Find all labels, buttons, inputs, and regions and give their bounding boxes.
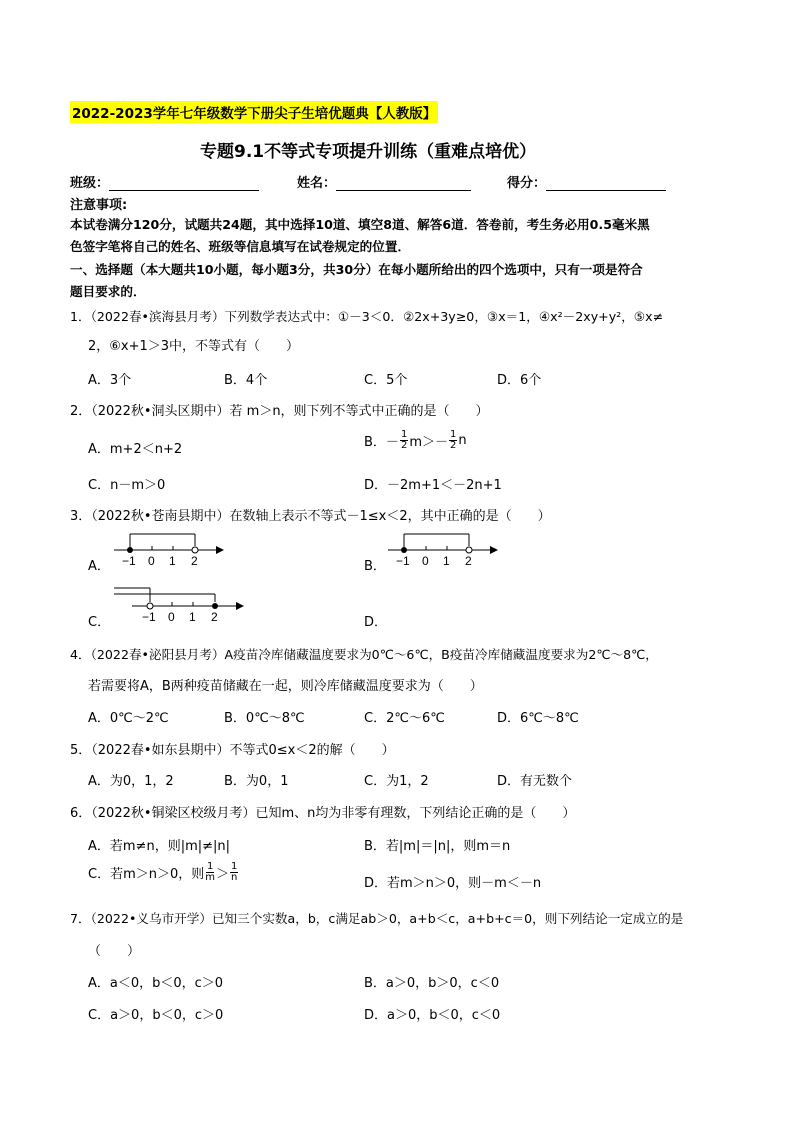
q3-option-d-label: D．: [364, 615, 388, 630]
q6-option-c: [88, 862, 239, 883]
q2b-n: n: [458, 433, 467, 448]
q3-number-line-b: [386, 530, 501, 570]
name-blank: [336, 176, 471, 191]
frac-den: n: [231, 872, 238, 883]
q2-option-b: [364, 430, 467, 451]
q2-option-b-letter: B．: [364, 435, 386, 450]
q1-option-d: D．6个: [497, 373, 542, 388]
q5-stem: 5．（2022春•如东县期中）不等式0≤x＜2的解（ ）: [70, 743, 395, 758]
q2-option-a: A．m+2＜n+2: [88, 442, 183, 457]
frac-den: m: [205, 872, 216, 883]
q2b-mid: m＞－: [409, 435, 448, 450]
q2b-fraction-1: [400, 430, 408, 451]
q5-option-a: A．为0，1，2: [88, 774, 174, 789]
q1-option-b: B．4个: [224, 373, 268, 388]
section1-line1: 一、选择题（本大题共10小题，每小题3分，共30分）在每小题所给出的四个选项中，只有一项是符合: [70, 262, 643, 277]
q4-option-c: C．2℃～6℃: [364, 711, 445, 726]
tick-label: 1: [443, 554, 450, 568]
class-label: 班级：: [70, 176, 110, 191]
q3-number-line-c: [112, 580, 247, 625]
q6c-fraction-2: [230, 862, 238, 883]
score-label: 得分：: [507, 176, 547, 191]
q7-option-b: B．a＞0，b＞0，c＜0: [364, 976, 500, 991]
q2-option-c: C．n－m＞0: [88, 478, 166, 493]
q5-option-b: B．为0，1: [224, 774, 289, 789]
q4-stem-line2: 若需要将A，B两种疫苗储藏在一起，则冷库储藏温度要求为（ ）: [88, 679, 483, 694]
q4-option-a: A．0℃～2℃: [88, 711, 169, 726]
q6-option-b: B．若|m|＝|n|，则m＝n: [364, 839, 511, 854]
frac-den: 2: [449, 440, 457, 451]
score-field: [507, 172, 666, 191]
tick-label: 2: [191, 554, 198, 568]
q7-stem-line2: （ ）: [88, 944, 141, 959]
q2b-minus: －: [385, 435, 399, 450]
tick-label: 2: [211, 610, 218, 624]
q3-option-b-label: B．: [364, 559, 386, 574]
page-title: 专题9.1不等式专项提升训练（重难点培优）: [200, 142, 537, 162]
tick-label: 0: [148, 554, 155, 568]
notes-heading: 注意事项:: [70, 198, 128, 213]
tick-label: −1: [122, 554, 136, 568]
q4-option-d: D．6℃～8℃: [497, 711, 579, 726]
frac-den: 2: [400, 440, 408, 451]
q3-option-a-label: A．: [88, 559, 110, 574]
q6-option-d: D．若m＞n＞0，则－m＜－n: [364, 876, 542, 891]
tick-label: 1: [169, 554, 176, 568]
q2-option-d: D．－2m+1＜－2n+1: [364, 478, 502, 493]
q5-option-c: C．为1，2: [364, 774, 429, 789]
q2-stem: 2．（2022秋•洞头区期中）若 m＞n，则下列不等式中正确的是（ ）: [70, 404, 489, 419]
name-field: [297, 172, 471, 191]
q1-option-a: A．3个: [88, 373, 132, 388]
tick-label: 2: [465, 554, 472, 568]
closed-dot: [401, 547, 407, 553]
q7-option-c: C．a＞0，b＜0，c＞0: [88, 1008, 224, 1023]
q1-stem-line1: 1．（2022春•滨海县月考）下列数学表达式中：①－3＜0．②2x+3y≥0，③x＝1，④x²－2xy+y²，⑤x≠: [70, 309, 664, 324]
q1-stem-line2: 2，⑥x+1＞3中，不等式有（ ）: [88, 339, 300, 354]
q3-option-c-label: C．: [88, 615, 111, 630]
q6c-fraction-1: [205, 862, 215, 883]
notes-line2: 色签字笔将自己的姓名、班级等信息填写在试卷规定的位置．: [70, 239, 411, 254]
q6-option-c-text: C．若m＞n＞0，则: [88, 867, 205, 882]
tick-label: −1: [142, 610, 156, 624]
frac-num: 1: [206, 861, 214, 872]
notes-line1: 本试卷满分120分，试题共24题，其中选择10道、填空8道、解答6道．答卷前，考生务必用0.5毫米黑: [70, 217, 650, 232]
q2b-fraction-2: [449, 430, 457, 451]
banner: 2022-2023学年七年级数学下册尖子生培优题典【人教版】: [70, 101, 438, 123]
q6c-gt: ＞: [216, 867, 230, 882]
open-dot: [147, 603, 153, 609]
q5-option-d: D．有无数个: [497, 774, 573, 789]
q4-option-b: B．0℃～8℃: [224, 711, 305, 726]
name-label: 姓名：: [297, 176, 337, 191]
tick-label: 1: [189, 610, 196, 624]
section1-line2: 题目要求的．: [70, 284, 146, 299]
closed-dot: [127, 547, 133, 553]
frac-num: 1: [231, 861, 238, 872]
class-field: [70, 172, 259, 191]
q3-stem: 3．（2022秋•苍南县期中）在数轴上表示不等式－1≤x＜2，其中正确的是（ ）: [70, 509, 551, 524]
tick-label: 0: [168, 610, 175, 624]
q7-option-d: D．a＞0，b＜0，c＜0: [364, 1008, 501, 1023]
class-blank: [109, 176, 259, 191]
q6-stem: 6．（2022秋•铜梁区校级月考）已知m、n均为非零有理数，下列结论正确的是（ ）: [70, 806, 576, 821]
open-dot: [192, 547, 198, 553]
q3-number-line-a: [112, 530, 227, 570]
q4-stem-line1: 4．（2022春•泌阳县月考）A疫苗冷库储藏温度要求为0℃～6℃，B疫苗冷库储藏温度要求为2℃～8℃，: [70, 647, 658, 662]
tick-label: 0: [422, 554, 429, 568]
frac-num: 1: [449, 429, 457, 440]
frac-num: 1: [400, 429, 408, 440]
q7-option-a: A．a＜0，b＜0，c＞0: [88, 976, 224, 991]
score-blank: [546, 176, 666, 191]
q7-stem-line1: 7．（2022•义乌市开学）已知三个实数a，b，c满足ab＞0，a+b＜c，a+b+c＝0，则下列结论一定成立的是: [70, 911, 684, 926]
closed-dot: [212, 603, 218, 609]
tick-label: −1: [396, 554, 410, 568]
open-dot: [466, 547, 472, 553]
q6-option-a: A．若m≠n，则|m|≠|n|: [88, 839, 231, 854]
q1-option-c: C．5个: [364, 373, 408, 388]
